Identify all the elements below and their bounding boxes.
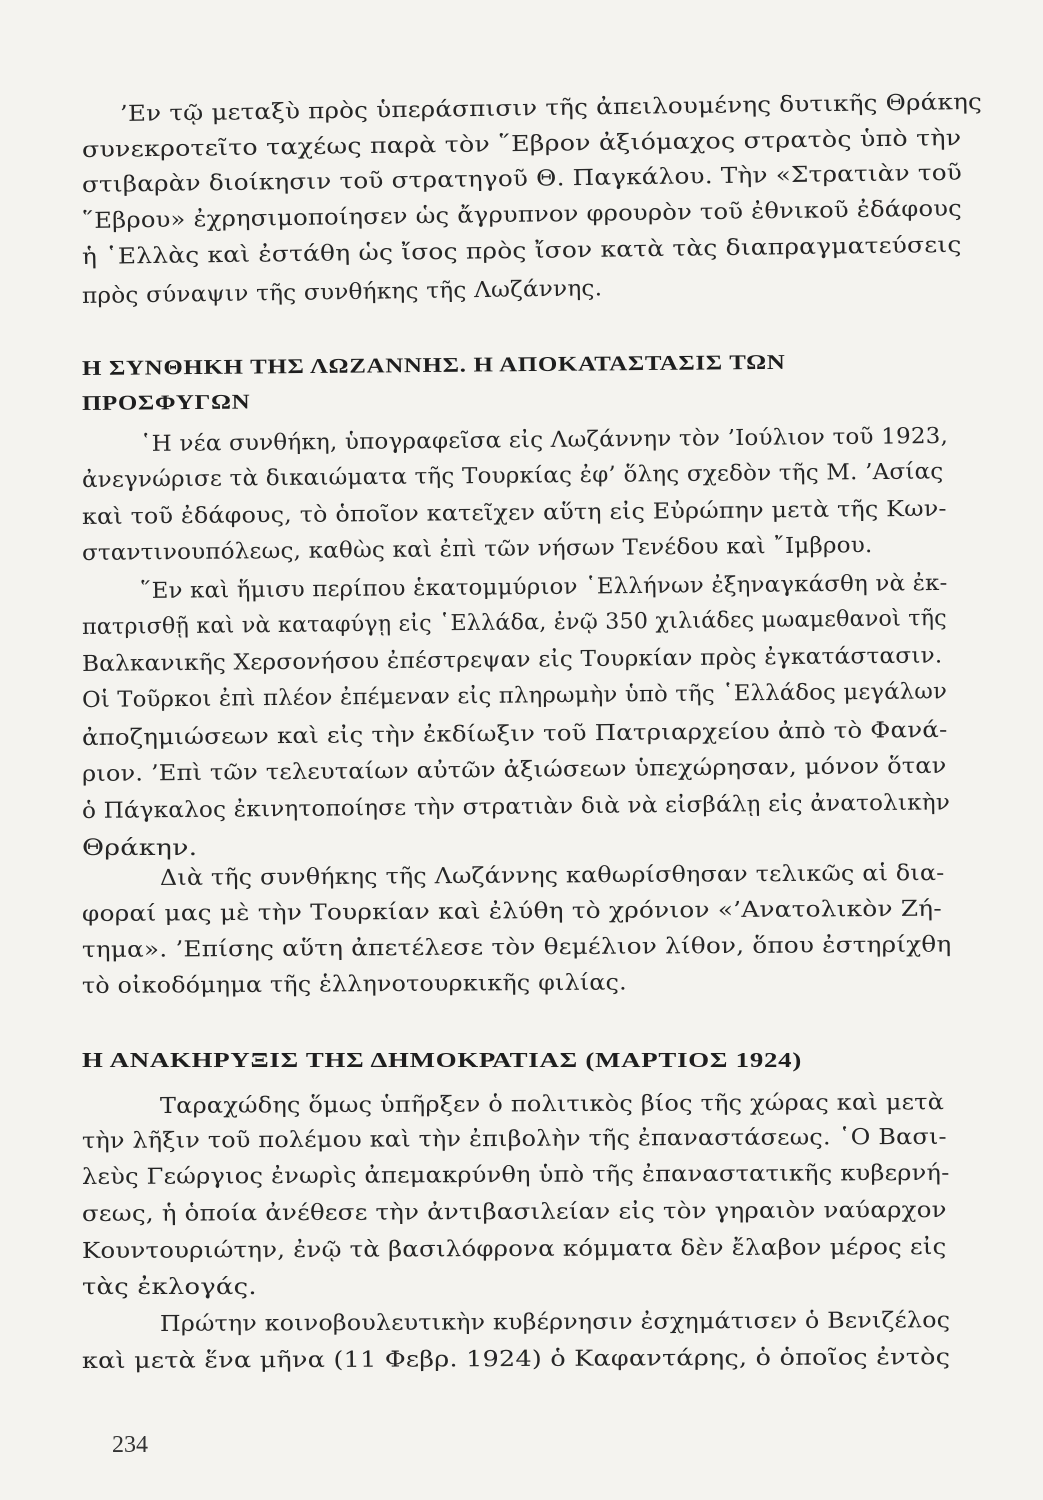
text-line: καὶ μετὰ ἕνα μῆνα (11 Φεβρ. 1924) ὁ Καφαντάρης, ὁ ὁποῖος ἐντὸς [81, 1345, 951, 1374]
text-line: ῞Εβρου» ἐχρησιμοποίησεν ὡς ἄγρυπνον φρουρὸν τοῦ ἐθνικοῦ ἐδάφους [81, 196, 963, 234]
text-line: πατρισθῇ καὶ νὰ καταφύγῃ εἰς ῾Ελλάδα, ἐνῷ 350 χιλιάδες μωαμεθανοὶ τῆς [81, 606, 947, 640]
text-line: τημα». ’Επίσης αὕτη ἀπετέλεσε τὸν θεμέλιον λίθον, ὅπου ἐστηρίχθη [81, 932, 952, 963]
text-line: λεὺς Γεώργιος ἐνωρὶς ἀπεμακρύνθη ὑπὸ τῆς ἐπαναστατικῆς κυβερνή- [81, 1160, 950, 1190]
heading-line: Η ΣΥΝΘΗΚΗ ΤΗΣ ΛΩΖΑΝΝΗΣ. Η ΑΠΟΚΑΤΑΣΤΑΣΙΣ ΤΩΝ [81, 349, 786, 380]
text-line: ριον. ’Επὶ τῶν τελευταίων αὐτῶν ἀξιώσεων ὑπεχώρησαν, μόνον ὅταν [81, 753, 947, 787]
text-line: Πρώτην κοινοβουλευτικὴν κυβέρνησιν ἐσχημάτισεν ὁ Βενιζέλος [159, 1308, 951, 1337]
text-line: ἡ ῾Ελλὰς καὶ ἐστάθη ὡς ἴσος πρὸς ἴσον κατὰ τὰς διαπραγματεύσεις [81, 232, 962, 270]
heading-line: Η ΑΝΑΚΗΡΥΞΙΣ ΤΗΣ ΔΗΜΟΚΡΑΤΙΑΣ (ΜΑΡΤΙΟΣ 1924) [82, 1048, 803, 1072]
text-line: Διὰ τῆς συνθήκης τῆς Λωζάννης καθωρίσθησαν τελικῶς αἱ δια- [159, 860, 945, 891]
text-line: τὸ οἰκοδόμημα τῆς ἑλληνοτουρκικῆς φιλίας. [81, 970, 627, 999]
text-line: Ταραχώδης ὅμως ὑπῆρξεν ὁ πολιτικὸς βίος τῆς χώρας καὶ μετὰ [159, 1090, 945, 1119]
text-line: συνεκροτεῖτο ταχέως παρὰ τὸν ῞Εβρον ἀξιόμαχος στρατὸς ὑπὸ τὴν [81, 125, 962, 163]
text-line: ῞Εν καὶ ἥμισυ περίπου ἑκατομμύριον ῾Ελλήνων ἐξηναγκάσθη νὰ ἐκ- [139, 570, 948, 604]
text-line: φοραί μας μὲ τὴν Τουρκίαν καὶ ἐλύθη τὸ χρόνιον «’Ανατολικὸν Ζή- [81, 896, 942, 927]
text-line: σταντινουπόλεως, καθὼς καὶ ἐπὶ τῶν νήσων Τενέδου καὶ ῎Ιμβρου. [81, 533, 873, 566]
text-line: ἀποζημιώσεων καὶ εἰς τὴν ἐκδίωξιν τοῦ Πατριαρχείου ἀπὸ τὸ Φανά- [81, 717, 948, 751]
text-line: τὴν λῆξιν τοῦ πολέμου καὶ τὴν ἐπιβολὴν τῆς ἐπαναστάσεως. ῾Ο Βασι- [81, 1124, 947, 1154]
text-line: Κουντουριώτην, ἐνῷ τὰ βασιλόφρονα κόμματα δὲν ἔλαβον μέρος εἰς [81, 1234, 947, 1264]
text-line: ῾Η νέα συνθήκη, ὑπογραφεῖσα εἰς Λωζάννην τὸν ’Ιούλιον τοῦ 1923, [139, 423, 949, 457]
heading-line: ΠΡΟΣΦΥΓΩΝ [81, 389, 251, 415]
text-line: Βαλκανικῆς Χερσονήσου ἐπέστρεψαν εἰς Τουρκίαν πρὸς ἐγκατάστασιν. [81, 643, 943, 677]
text-line: ’Εν τῷ μεταξὺ πρὸς ὑπεράσπισιν τῆς ἀπειλουμένης δυτικῆς Θράκης [119, 89, 983, 127]
text-line: τὰς ἐκλογάς. [82, 1275, 257, 1300]
text-line: Θράκην. [82, 836, 198, 861]
text-line: σεως, ἡ ὁποία ἀνέθεσε τὴν ἀντιβασιλείαν εἰς τὸν γηραιὸν ναύαρχον [81, 1197, 947, 1227]
text-line: ὁ Πάγκαλος ἐκινητοποίησε τὴν στρατιὰν διὰ νὰ εἰσβάλῃ εἰς ἀνατολικὴν [81, 790, 951, 824]
text-line: καὶ τοῦ ἐδάφους, τὸ ὁποῖον κατεῖχεν αὕτη εἰς Εὐρώπην μετὰ τῆς Κων- [81, 496, 947, 530]
text-line: ἀνεγνώρισε τὰ δικαιώματα τῆς Τουρκίας ἐφ’ ὅλης σχεδὸν τῆς Μ. ’Ασίας [81, 459, 944, 493]
text-line: στιβαρὰν διοίκησιν τοῦ στρατηγοῦ Θ. Παγκάλου. Τὴν «Στρατιὰν τοῦ [81, 160, 963, 198]
page-number: 234 [112, 1432, 148, 1458]
text-line: πρὸς σύναψιν τῆς συνθήκης τῆς Λωζάννης. [81, 276, 603, 309]
text-line: Οἱ Τοῦρκοι ἐπὶ πλέον ἐπέμεναν εἰς πληρωμὴν ὑπὸ τῆς ῾Ελλάδος μεγάλων [81, 679, 948, 713]
